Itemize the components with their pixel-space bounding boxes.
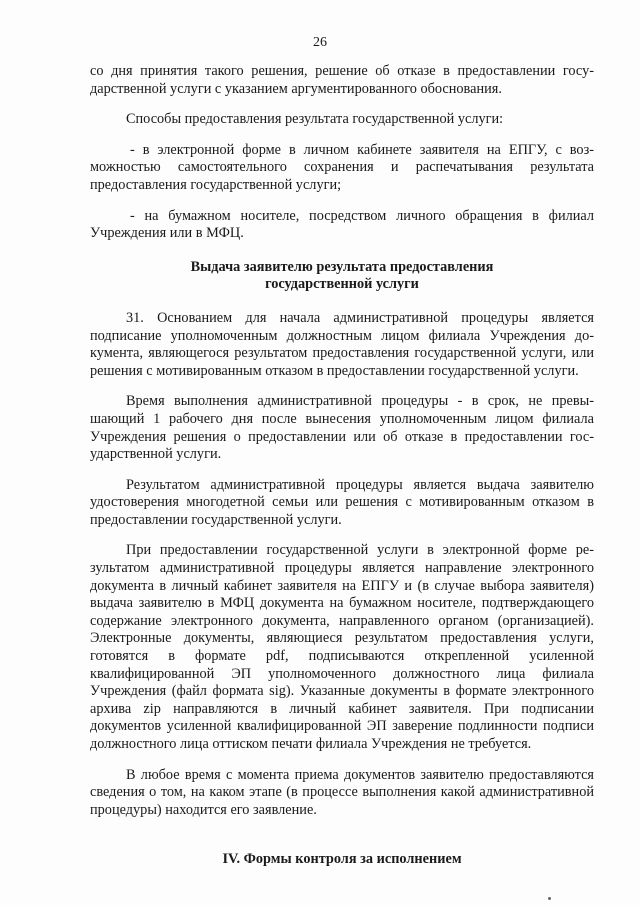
paragraph-electronic-documents: При предоставлении государственной услуги в электронной форме результатом административной процедуры является направление электронного документа в личный кабинет заявителя на ЕПГУ и (в случае выбора заявителя) выдача заявителю в МФЦ документа на бумажном носителе, подтверждающего содержание электронного документа, направленного органом (организацией). Электронные документы, являющиеся результатом предоставления услуги, готовятся в формате pdf, подписываются открепленной усиленной квалифицированной ЭП уполномоченного должностного лица филиала Учреждения (файл формата sig). Указанные документы в формате электронного архива zip направляются в личный кабинет заявителя. При подписании документов усиленной квалифицированной ЭП заверение подлинности подписи должностного лица оттиском печати филиала Учреждения не требуется. [90,542,594,752]
heading-issue-result [90,259,594,294]
paragraph-electronic-form: - в электронной форме в личном кабинете заявителя на ЕПГУ, с возможностью самостоятельного сохранения и распечатывания результата предоставления государственной услуги; [90,141,594,193]
paragraph-procedure-result: Результатом административной процедуры является выдача заявителю удостоверения многодетной семьи или решения с мотивированным отказом в предоставлении государственной услуги. [90,476,594,528]
heading-issue-result-line1: Выдача заявителю результата предоставления [190,258,494,275]
paragraph-paper-form: - на бумажном носителе, посредством личного обращения в филиал Учреждения или в МФЦ. [90,207,594,242]
paragraph-execution-time: Время выполнения административной процедуры - в срок, не превышающий 1 рабочего дня после вынесения уполномоченным лицом филиала Учреждения решения о предоставлении или об отказе в предоставлении государственной услуги. [90,393,594,463]
paragraph-status-information: В любое время с момента приема документов заявителю предоставляются сведения о том, на каком этапе (в процессе выполнения какой административной процедуры) находится его заявление. [90,766,594,818]
scan-speck [548,897,551,900]
heading-section-iv: IV. Формы контроля за исполнением [222,851,462,867]
heading-issue-result-line2: государственной услуги [265,276,419,293]
paragraph-clause-31: 31. Основанием для начала административной процедуры является подписание уполномоченным должностным лицом филиала Учреждения документа, являющегося результатом предоставления государственной услуги, или решения с мотивированным отказом в предоставлении государственной услуги. [90,309,594,379]
paragraph-decision-continuation: со дня принятия такого решения, решение об отказе в предоставлении государственной услуги с указанием аргументированного обоснования. [90,63,594,97]
document-body [90,63,594,832]
page-number: 26 [313,35,327,50]
paragraph-result-methods: Способы предоставления результата государственной услуги: [126,111,504,128]
